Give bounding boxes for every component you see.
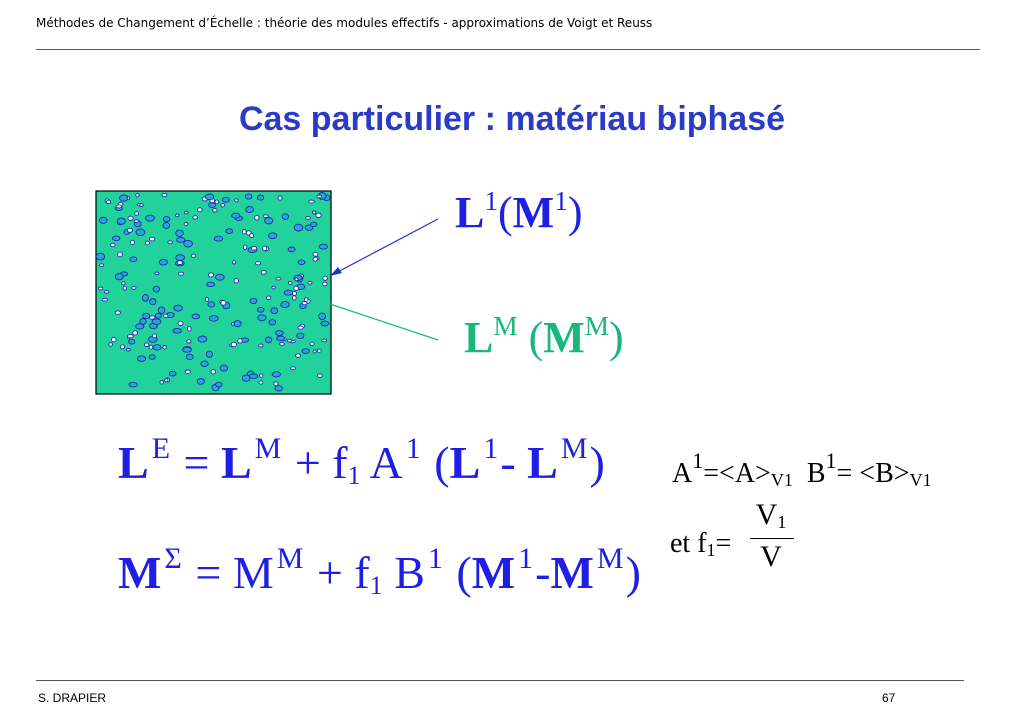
header-title: Méthodes de Changement d’Échelle : théorie des modules effectifs - approximations de Voigt et Reuss bbox=[36, 16, 653, 30]
footer-rule bbox=[36, 680, 964, 681]
slide-title: Cas particulier : matériau biphasé bbox=[238, 100, 786, 138]
inclusion-particle bbox=[150, 299, 156, 305]
inclusion-particle bbox=[136, 194, 139, 197]
inclusion-particle bbox=[255, 215, 259, 220]
inclusion-particle bbox=[184, 211, 188, 214]
inclusion-particle bbox=[155, 272, 159, 275]
inclusion-particle bbox=[153, 286, 159, 292]
inclusion-particle bbox=[250, 234, 254, 238]
footer-author: S. DRAPIER bbox=[38, 691, 107, 705]
inclusion-particle bbox=[149, 345, 153, 349]
inclusion-particle bbox=[235, 199, 239, 202]
inclusion-particle bbox=[297, 333, 304, 339]
inclusion-particle bbox=[187, 326, 191, 331]
inclusion-particle bbox=[150, 237, 155, 241]
inclusion-particle bbox=[197, 379, 204, 385]
inclusion-particle bbox=[276, 277, 281, 280]
inclusion-particle bbox=[265, 337, 271, 343]
inclusion-particle bbox=[142, 295, 148, 302]
inclusion-particle bbox=[176, 230, 184, 237]
inclusion-particle bbox=[221, 204, 225, 208]
inclusion-particle bbox=[208, 302, 215, 307]
inclusion-particle bbox=[265, 218, 273, 224]
inclusion-particle bbox=[132, 286, 136, 289]
inclusion-particle bbox=[310, 342, 314, 345]
inclusion-particle bbox=[284, 290, 293, 295]
inclusion-particle bbox=[102, 298, 107, 301]
inclusion-particle bbox=[117, 218, 125, 224]
inclusion-particle bbox=[232, 213, 240, 218]
inclusion-particle bbox=[215, 200, 219, 204]
inclusion-particle bbox=[323, 282, 328, 286]
inclusion-particle bbox=[98, 287, 103, 290]
inclusion-particle bbox=[317, 349, 321, 352]
inclusion-particle bbox=[134, 220, 139, 223]
inclusion-particle bbox=[191, 254, 195, 258]
inclusion-particle bbox=[120, 345, 124, 349]
inclusion-particle bbox=[115, 273, 123, 279]
inclusion-particle bbox=[234, 279, 238, 283]
inclusion-particle bbox=[238, 339, 243, 343]
inclusion-particle bbox=[186, 354, 193, 359]
inclusion-particle bbox=[242, 230, 246, 234]
inclusion-particle bbox=[207, 282, 215, 287]
inclusion-particle bbox=[138, 356, 146, 362]
inclusion-particle bbox=[221, 301, 226, 306]
inclusion-particle bbox=[178, 272, 183, 275]
inclusion-particle bbox=[262, 246, 266, 251]
inclusion-particle bbox=[184, 223, 188, 226]
inclusion-particle bbox=[173, 329, 182, 334]
inclusion-particle bbox=[135, 212, 139, 216]
inclusion-particle bbox=[319, 313, 326, 320]
inclusion-particle bbox=[246, 206, 254, 212]
matrix-label: $L^M$ $(M^M)$ bbox=[464, 311, 624, 362]
volume-fraction-denominator: V bbox=[760, 540, 782, 573]
inclusion-particle bbox=[146, 215, 155, 221]
inclusion-particle bbox=[213, 209, 218, 212]
inclusion-particle bbox=[133, 331, 138, 335]
inclusion-particle bbox=[149, 355, 155, 360]
inclusion-particle bbox=[266, 296, 271, 299]
inclusion-particle bbox=[280, 343, 285, 346]
inclusion-particle bbox=[126, 348, 130, 351]
inclusion-particle bbox=[160, 381, 164, 385]
inclusion-particle bbox=[129, 382, 137, 387]
inclusion-particle bbox=[321, 321, 329, 326]
inclusion-particle bbox=[245, 194, 252, 199]
inclusion-particle bbox=[163, 346, 166, 350]
inclusion-particle bbox=[201, 361, 208, 366]
inclusion-particle bbox=[295, 278, 298, 281]
inclusion-particle bbox=[287, 339, 292, 342]
inclusion-particle bbox=[313, 257, 318, 261]
inclusion-particle bbox=[298, 326, 303, 329]
inclusion-particle bbox=[178, 321, 183, 325]
inclusion-particle bbox=[168, 241, 173, 244]
inclusion-particle bbox=[288, 247, 295, 252]
inclusion-particle bbox=[226, 229, 233, 234]
inclusion-particle bbox=[153, 345, 161, 350]
inclusion-particle bbox=[193, 216, 198, 219]
inclusion-particle bbox=[177, 238, 185, 243]
inclusion-particle bbox=[257, 195, 263, 200]
inclusion-particle bbox=[185, 370, 190, 373]
matrix-pointer-line bbox=[330, 304, 438, 340]
inclusion-particle bbox=[206, 351, 212, 357]
inclusion-particle bbox=[232, 261, 235, 264]
inclusion-particle bbox=[130, 257, 137, 262]
inclusion-particle bbox=[313, 350, 316, 353]
volume-fraction-label: et $f_1=$ bbox=[670, 528, 732, 560]
equation-effective-stiffness: L $^E$ = L $^M + f_1$ A $^1$ (L $^1$- L $^M$) bbox=[118, 432, 605, 490]
inclusion-particle bbox=[281, 301, 289, 307]
inclusion-particle bbox=[136, 229, 145, 236]
inclusion-particle bbox=[317, 374, 322, 378]
inclusion-particle bbox=[242, 375, 250, 381]
inclusion-particle bbox=[277, 336, 285, 341]
inclusion-particle bbox=[222, 197, 229, 202]
inclusion-particle bbox=[252, 246, 257, 250]
inclusion-particle bbox=[205, 194, 213, 200]
inclusion-particle bbox=[216, 274, 225, 280]
inclusion-particle bbox=[250, 298, 257, 303]
inclusion-particle bbox=[115, 311, 120, 314]
inclusion-particle bbox=[192, 314, 199, 319]
inclusion-particle bbox=[276, 331, 284, 336]
inclusion-particle bbox=[269, 320, 276, 325]
inclusion-particle bbox=[269, 233, 277, 239]
inclusion-particle bbox=[165, 379, 168, 382]
inclusion-particle bbox=[259, 381, 263, 384]
inclusion-particle bbox=[302, 349, 309, 354]
inclusion-particle bbox=[150, 316, 155, 319]
inclusion-particle bbox=[100, 264, 104, 267]
inclusion-particle bbox=[205, 297, 208, 301]
inclusion-particle bbox=[216, 382, 222, 387]
inclusion-particle bbox=[288, 281, 292, 284]
inclusion-particle bbox=[275, 386, 282, 391]
inclusion-particle bbox=[164, 314, 168, 317]
inclusion-particle bbox=[231, 342, 236, 347]
inclusion-particle bbox=[100, 217, 108, 223]
inclusion-particle bbox=[317, 195, 322, 198]
inclusion-particle bbox=[208, 203, 215, 208]
inclusion-particle bbox=[144, 343, 148, 347]
inclusion-particle bbox=[152, 319, 161, 325]
inclusion-particle bbox=[209, 316, 218, 322]
inclusion-particle bbox=[112, 236, 120, 240]
inclusion-particle bbox=[146, 241, 150, 245]
inclusion-particle bbox=[177, 261, 182, 265]
inclusion-particle bbox=[260, 374, 263, 378]
inclusion-particle bbox=[140, 204, 144, 207]
inclusion-particle bbox=[220, 365, 227, 371]
inclusion-particle bbox=[128, 216, 133, 220]
inclusion-particle bbox=[271, 308, 278, 314]
inclusion-particle bbox=[123, 286, 126, 290]
inclusion-particle bbox=[169, 371, 176, 376]
inclusion-particle bbox=[140, 319, 146, 325]
inclusion-particle bbox=[120, 195, 128, 201]
inclusion-particle bbox=[296, 354, 301, 358]
inclusion-particle bbox=[109, 343, 113, 347]
inclusion-particle bbox=[319, 244, 327, 249]
inclusion-particle bbox=[322, 339, 327, 342]
inclusion-particle bbox=[250, 374, 258, 378]
inclusion-particle bbox=[175, 214, 179, 217]
inclusion-particle bbox=[306, 217, 311, 220]
inclusion-particle bbox=[294, 224, 303, 231]
inclusion-particle bbox=[282, 214, 288, 220]
inclusion-particle bbox=[176, 255, 185, 261]
volume-fraction-numerator: $V_1$ bbox=[755, 498, 787, 532]
inclusion-particle bbox=[309, 200, 315, 203]
inclusion-particle bbox=[128, 335, 134, 338]
inclusion-particle bbox=[298, 260, 305, 265]
inclusion-particle bbox=[162, 193, 167, 196]
inclusion-particle bbox=[310, 222, 317, 226]
inclusion-particle bbox=[131, 240, 135, 244]
inclusion-particle bbox=[323, 276, 328, 280]
inclusion-particle bbox=[198, 208, 203, 212]
equation-effective-compliance: M $^\Sigma$ = M $^M + f_1$ B $^1$ (M $^1$-M $^M$) bbox=[118, 542, 641, 600]
inclusion-particle bbox=[184, 240, 193, 247]
inclusion-particle bbox=[198, 336, 207, 342]
inclusion-particle bbox=[112, 337, 117, 341]
phase1-pointer-arrow bbox=[330, 219, 438, 276]
localization-definitions: $A^1=<A>_{V1}$ $B^1= <B>_{V1}$ bbox=[672, 448, 932, 490]
inclusion-particle bbox=[211, 369, 215, 374]
inclusion-particle bbox=[127, 228, 132, 232]
inclusion-particle bbox=[183, 347, 192, 352]
inclusion-particle bbox=[278, 196, 282, 200]
inclusion-particle bbox=[96, 253, 104, 260]
inclusion-particle bbox=[258, 344, 263, 347]
inclusion-particle bbox=[316, 213, 321, 218]
inclusion-particle bbox=[106, 200, 110, 203]
inclusion-particle bbox=[214, 236, 223, 241]
inclusion-particle bbox=[293, 296, 297, 300]
inclusion-particle bbox=[155, 313, 161, 318]
inclusion-particle bbox=[159, 260, 167, 266]
inclusion-particle bbox=[118, 252, 123, 257]
inclusion-particle bbox=[122, 282, 125, 285]
inclusion-particle bbox=[294, 286, 299, 290]
arrow-head-icon bbox=[330, 267, 342, 276]
inclusion-particle bbox=[208, 273, 213, 277]
inclusion-particle bbox=[143, 313, 150, 318]
inclusion-particle bbox=[261, 270, 266, 274]
inclusion-particle bbox=[256, 262, 261, 265]
inclusion-particle bbox=[272, 286, 275, 289]
inclusion-particle bbox=[116, 205, 122, 208]
inclusion-particle bbox=[272, 372, 280, 377]
inclusion-particle bbox=[274, 382, 278, 386]
inclusion-particle bbox=[263, 215, 268, 218]
fraction-bar bbox=[750, 538, 794, 539]
phase1-label: $L^1(M^1)$ bbox=[455, 186, 583, 237]
inclusion-particle bbox=[291, 367, 296, 370]
inclusion-particle bbox=[243, 245, 246, 249]
inclusion-particle bbox=[163, 216, 170, 221]
inclusion-particle bbox=[308, 281, 312, 284]
inclusion-particle bbox=[187, 340, 191, 343]
inclusion-particle bbox=[312, 211, 315, 214]
inclusion-particle bbox=[129, 339, 135, 344]
inclusion-particle bbox=[304, 298, 308, 302]
inclusion-particle bbox=[257, 307, 264, 312]
inclusion-particle bbox=[313, 252, 318, 256]
inclusion-particle bbox=[258, 315, 266, 321]
inclusion-particle bbox=[158, 307, 165, 314]
inclusion-particle bbox=[111, 243, 115, 247]
inclusion-particle bbox=[163, 222, 170, 228]
inclusion-particle bbox=[174, 305, 183, 311]
footer-page-number: 67 bbox=[882, 691, 896, 705]
inclusion-particle bbox=[104, 291, 109, 294]
inclusion-particle bbox=[152, 334, 156, 338]
inclusion-particle bbox=[234, 321, 241, 327]
